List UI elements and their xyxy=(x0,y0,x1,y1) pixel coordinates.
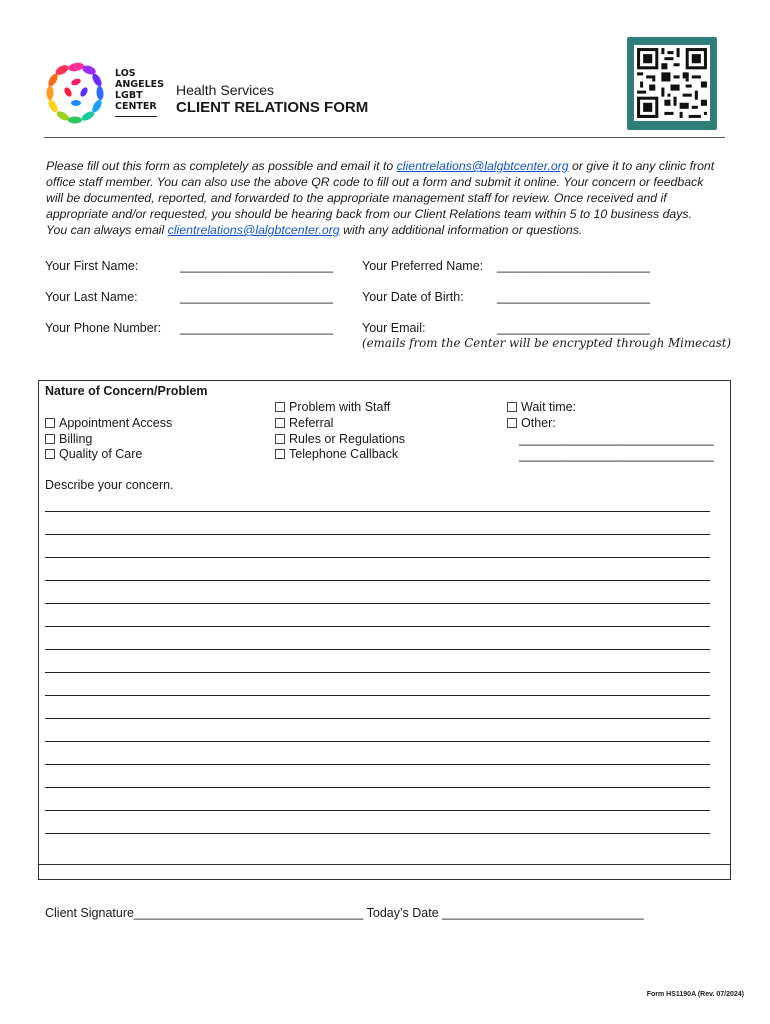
ruled-line xyxy=(45,718,710,719)
describe-area[interactable] xyxy=(45,500,710,845)
logo-underline xyxy=(115,116,157,117)
preferred-name-label: Your Preferred Name: xyxy=(362,259,484,273)
checkbox-wait-time[interactable] xyxy=(507,400,576,414)
signature-field[interactable]: _________________________________ xyxy=(133,906,364,920)
ruled-line xyxy=(45,580,710,581)
concern-box-divider xyxy=(38,864,731,865)
checkbox-label: Telephone Callback xyxy=(289,447,399,461)
email-note: (emails from the Center will be encrypted through Mimecast) xyxy=(362,336,732,350)
describe-label: Describe your concern. xyxy=(45,478,174,492)
checkbox-label: Referral xyxy=(289,416,334,430)
intro-text: or give it to any clinic front office staff member. You can also use the above QR code to fill out a form and submit it online. Your concern or feedback will be documented, reported, and forwarded to the appropriate management staff for review. Once received and if appropriate and/or requested, you should be hearing back from our Client Relations team within 5 to 10 business days. You can always email xyxy=(46,159,715,237)
checkbox-label: Problem with Staff xyxy=(289,400,391,414)
checkbox-quality-of-care[interactable] xyxy=(45,447,142,461)
intro-paragraph xyxy=(46,158,716,238)
signature-label: Client Signature xyxy=(45,906,134,920)
ruled-line xyxy=(45,741,710,742)
checkbox-label: Quality of Care xyxy=(59,447,143,461)
department-label: Health Services xyxy=(176,82,275,98)
ruled-line xyxy=(45,764,710,765)
checkbox-icon xyxy=(45,449,55,459)
date-field[interactable]: _____________________________ xyxy=(442,906,644,920)
ruled-line xyxy=(45,626,710,627)
phone-field[interactable]: ______________________ xyxy=(180,321,333,335)
logo-word: LOS xyxy=(115,68,136,79)
other-field-1[interactable]: ____________________________ xyxy=(519,432,714,446)
email-field[interactable]: ______________________ xyxy=(497,321,650,335)
checkbox-other[interactable] xyxy=(507,416,556,430)
form-number: Form HS1190A (Rev. 07/2024) xyxy=(646,991,744,998)
page-title: CLIENT RELATIONS FORM xyxy=(176,99,369,116)
ruled-line xyxy=(45,672,710,673)
email-label: Your Email: xyxy=(362,321,426,335)
date-label: Today’s Date xyxy=(366,906,439,920)
logo-word: LGBT xyxy=(115,90,143,101)
other-field-2[interactable]: ____________________________ xyxy=(519,448,714,462)
checkbox-appointment-access[interactable] xyxy=(45,416,172,430)
checkbox-label: Other: xyxy=(521,416,556,430)
ruled-line xyxy=(45,603,710,604)
checkbox-icon xyxy=(275,418,285,428)
phone-label: Your Phone Number: xyxy=(45,321,162,335)
ruled-line xyxy=(45,557,710,558)
ruled-line xyxy=(45,833,710,834)
logo-word: ANGELES xyxy=(115,79,164,90)
checkbox-icon xyxy=(275,402,285,412)
first-name-label: Your First Name: xyxy=(45,259,139,273)
checkbox-telephone-callback[interactable] xyxy=(275,447,398,461)
email-link[interactable]: clientrelations@lalgbtcenter.org xyxy=(396,159,569,173)
ruled-line xyxy=(45,695,710,696)
qr-pattern-icon xyxy=(634,45,710,121)
logo-text xyxy=(115,68,164,112)
ruled-line xyxy=(45,787,710,788)
checkbox-icon xyxy=(275,449,285,459)
checkbox-label: Appointment Access xyxy=(59,416,173,430)
qr-code[interactable] xyxy=(627,37,717,130)
checkbox-problem-with-staff[interactable] xyxy=(275,400,390,414)
checkbox-icon xyxy=(507,402,517,412)
logo-mark xyxy=(44,60,108,126)
checkbox-billing[interactable] xyxy=(45,432,92,446)
first-name-field[interactable]: ______________________ xyxy=(180,259,333,273)
signature-row xyxy=(45,906,644,920)
dob-label: Your Date of Birth: xyxy=(362,290,464,304)
intro-text: with any additional information or questions. xyxy=(339,223,583,237)
checkbox-label: Rules or Regulations xyxy=(289,432,406,446)
checkbox-rules-regulations[interactable] xyxy=(275,432,405,446)
intro-text: Please fill out this form as completely as possible and email it to xyxy=(46,159,397,173)
checkbox-icon xyxy=(275,434,285,444)
logo xyxy=(44,60,164,126)
checkbox-referral[interactable] xyxy=(275,416,333,430)
dob-field[interactable]: ______________________ xyxy=(497,290,650,304)
preferred-name-field[interactable]: ______________________ xyxy=(497,259,650,273)
last-name-label: Your Last Name: xyxy=(45,290,138,304)
concern-heading: Nature of Concern/Problem xyxy=(45,384,208,398)
checkbox-label: Billing xyxy=(59,432,93,446)
logo-word: CENTER xyxy=(115,101,157,112)
ruled-line xyxy=(45,649,710,650)
checkbox-icon xyxy=(45,434,55,444)
ruled-line xyxy=(45,511,710,512)
checkbox-icon xyxy=(507,418,517,428)
checkbox-icon xyxy=(45,418,55,428)
header-divider xyxy=(44,137,725,138)
checkbox-label: Wait time: xyxy=(521,400,577,414)
ruled-line xyxy=(45,810,710,811)
last-name-field[interactable]: ______________________ xyxy=(180,290,333,304)
email-link[interactable]: clientrelations@lalgbtcenter.org xyxy=(167,223,340,237)
ruled-line xyxy=(45,534,710,535)
